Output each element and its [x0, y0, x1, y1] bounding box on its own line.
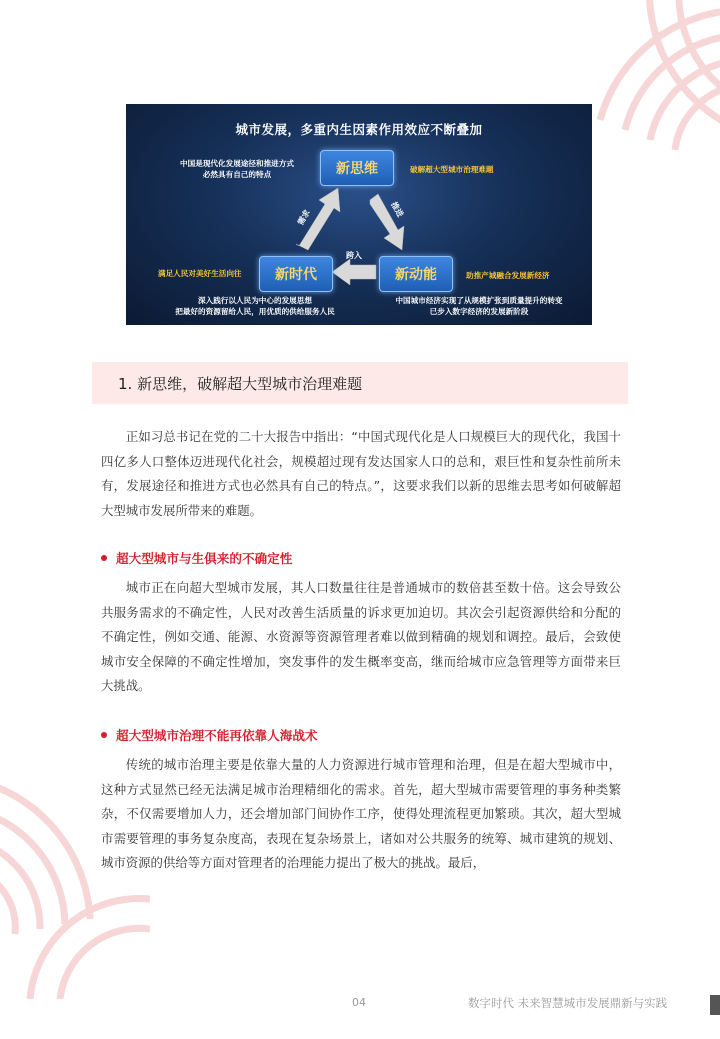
cycle-arrows [126, 104, 592, 325]
note-left: 满足人民对美好生活向往 [158, 269, 242, 278]
section-header [92, 362, 628, 404]
arrow-right-label: 推进 [389, 200, 405, 219]
note-bottom-right: 中国城市经济实现了从规模扩张到质量提升的转变 已步入数字经济的发展新阶段 [395, 296, 563, 316]
arrow-left-label: 需求 [296, 208, 312, 227]
note-right: 助推产城融合发展新经济 [466, 271, 550, 280]
bullet-heading-manpower [101, 725, 318, 744]
note-top-right: 破解超大型城市治理难题 [410, 165, 494, 174]
arrow-bottom-icon [332, 259, 376, 285]
note-top-left: 中国是现代化发展途径和推进方式 必然具有自己的特点 [180, 159, 294, 179]
bullet-dot-icon [101, 732, 107, 738]
node-new-era: 新时代 [259, 256, 333, 292]
footer-bar [710, 995, 720, 1015]
bullet-paragraph-uncertainty: 城市正在向超大型城市发展，其人口数量往往是普通城市的数倍甚至数十倍。这会导致公共服务需求的不确定性，人民对改善生活质量的诉求更加迫切。其次会引起资源供给和分配的不确定性，例如交通、能源、水资源等资源管理者难以做到精确的规划和调控。最后，会致使城市安全保障的不确定性增加，突发事件的发生概率变高，继而给城市应急管理等方面带来巨大挑战。 [101, 580, 621, 694]
diagram-figure [126, 104, 592, 325]
bullet-heading-text: 超大型城市治理不能再依靠人海战术 [116, 728, 318, 743]
bullet-heading-uncertainty [101, 548, 292, 567]
section-title: 1. 新思维，破解超大型城市治理难题 [118, 374, 363, 393]
node-new-momentum: 新动能 [379, 256, 453, 292]
page-number: 04 [352, 996, 366, 1009]
note-bottom-left: 深入践行以人民为中心的发展思想 把最好的资源留给人民，用优质的供给服务人民 [175, 296, 335, 316]
bullet-paragraph-manpower: 传统的城市治理主要是依靠大量的人力资源进行城市管理和治理，但是在超大型城市中，这种方式显然已经无法满足城市治理精细化的需求。首先，超大型城市需要管理的事务种类繁杂，不仅需要增加人力，还会增加部门间协作工序，使得处理流程更加繁琐。其次，超大型城市需要管理的事务复杂度高，表现在复杂场景上，诸如对公共服务的统筹、城市建筑的规划、城市资源的供给等方面对管理者的治理能力提出了极大的挑战。最后， [101, 757, 621, 871]
bullet-dot-icon [101, 555, 107, 561]
intro-paragraph: 正如习总书记在党的二十大报告中指出：“中国式现代化是人口规模巨大的现代化，我国十四亿多人口整体迈进现代化社会，规模超过现有发达国家人口的总和，艰巨性和复杂性前所未有，发展途径和推进方式也必然具有自己的特点。”，这要求我们以新的思维去思考如何破解超大型城市发展所带来的难题。 [101, 429, 621, 518]
node-new-thinking: 新思维 [320, 150, 394, 186]
bullet-heading-text: 超大型城市与生俱来的不确定性 [116, 551, 293, 566]
arrow-bottom-label: 跨入 [346, 251, 362, 260]
figure-title: 城市发展，多重内生因素作用效应不断叠加 [235, 122, 483, 137]
footer-doc-title: 数字时代 未来智慧城市发展鼎新与实践 [468, 996, 668, 1010]
